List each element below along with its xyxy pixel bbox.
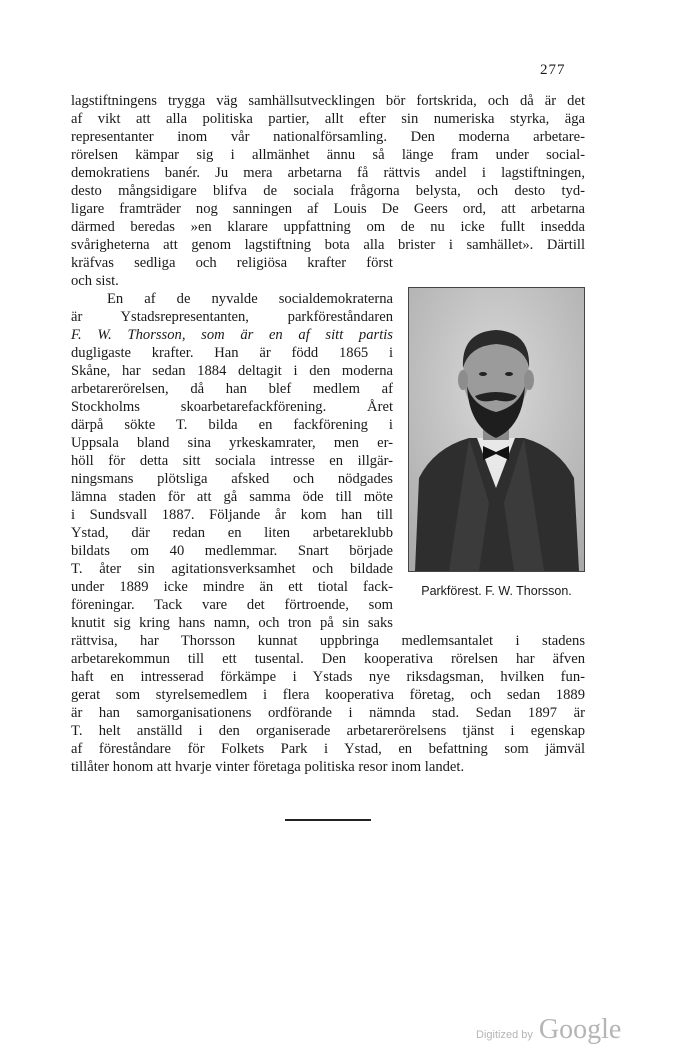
text-line: Uppsala bland sina yrkeskamrater, men er- <box>71 435 393 451</box>
text-line: dugligaste krafter. Han är född 1865 i <box>71 345 393 361</box>
text-line: arbetarerörelsen, då han blef medlem af <box>71 381 393 397</box>
portrait-caption: Parkförest. F. W. Thorsson. <box>421 584 572 598</box>
text-line: föreningar. Tack vare det förtroende, som <box>71 597 393 613</box>
digitized-watermark <box>476 1014 621 1046</box>
text-line: lagstiftningens trygga väg samhällsutvecklingen bör fortskrida, och då är det <box>71 93 585 109</box>
text-line: ligare framträder nog sanningen af Louis De Geers ord, att arbetarna <box>71 201 585 217</box>
text-line: därpå sökte T. bilda en fackförening i <box>71 417 393 433</box>
text-line: Ystad, där redan en liten arbetareklubb <box>71 525 393 541</box>
text-line: arbetarekommun till ett tusental. Den kooperativa rörelsen har äfven <box>71 651 585 667</box>
text-line: F. W. Thorsson, som är en af sitt partis <box>71 327 393 343</box>
text-line: Skåne, har sedan 1884 deltagit i den moderna <box>71 363 393 379</box>
text-line: desto mångsidigare blifva de sociala frågorna belysta, och desto tyd- <box>71 183 585 199</box>
text-line: rättvisa, har Thorsson kunnat uppbringa medlemsantalet i stadens <box>71 633 585 649</box>
text-line: af vikt att alla politiska partier, allt efter sin numeriska styrka, äga <box>71 111 585 127</box>
text-line: representanter inom vår nationalförsamling. Den moderna arbetare- <box>71 129 585 145</box>
watermark-brand: Google <box>538 1014 622 1045</box>
text-line: i Sundsvall 1887. Följande år kom han till <box>71 507 393 523</box>
text-line: knutit sig kring hans namn, och tron på sin saks <box>71 615 393 631</box>
text-line: och sist. <box>71 273 119 289</box>
text-line: därmed beredas »en klarare uppfattning om de nu icke fullt insedda <box>71 219 585 235</box>
text-line: En af de nyvalde socialdemokraterna <box>107 291 393 307</box>
text-line: Stockholms skoarbetarefackförening. Året <box>71 399 393 415</box>
section-divider <box>285 819 371 821</box>
text-line: bildats om 40 medlemmar. Snart började <box>71 543 393 559</box>
text-line: af föreståndare för Folkets Park i Ystad, en befattning som jämväl <box>71 741 585 757</box>
portrait-photo <box>408 287 585 572</box>
portrait-illustration <box>409 288 584 571</box>
text-line: T. helt anställd i den organiserade arbetarerörelsens tjänst i egenskap <box>71 723 585 739</box>
text-line: kräfvas sedliga och religiösa krafter först <box>71 255 393 271</box>
text-line: T. åter sin agitationsverksamhet och bildade <box>71 561 393 577</box>
text-line: haft en intresserad förkämpe i Ystads nye riksdagsman, hvilken fun- <box>71 669 585 685</box>
text-line: rörelsen kämpar sig i allmänhet ännu så länge fram under social- <box>71 147 585 163</box>
text-line: demokratiens banér. Ju mera arbetarna få rättvis andel i lagstiftningen, <box>71 165 585 181</box>
page-number: 277 <box>540 62 566 78</box>
text-line: höll för detta sitt sociala intresse en illgär- <box>71 453 393 469</box>
watermark-prefix: Digitized by <box>476 1029 533 1041</box>
text-line: under 1889 icke mindre än ett tiotal fack- <box>71 579 393 595</box>
text-line: är han samorganisationens ordförande i nämnda stad. Sedan 1897 är <box>71 705 585 721</box>
text-line: tillåter honom att hvarje vinter företaga politiska resor inom landet. <box>71 759 465 775</box>
text-line: lämna staden för att gå samma öde till möte <box>71 489 393 505</box>
text-line: svårigheterna att genom lagstiftning bota alla brister i samhället». Därtill <box>71 237 585 253</box>
text-line: gerat som styrelsemedlem i flera kooperativa företag, och sedan 1889 <box>71 687 585 703</box>
text-line: är Ystadsrepresentanten, parkföreståndaren <box>71 309 393 325</box>
text-line: ningsmans plötsliga afsked och nödgades <box>71 471 393 487</box>
